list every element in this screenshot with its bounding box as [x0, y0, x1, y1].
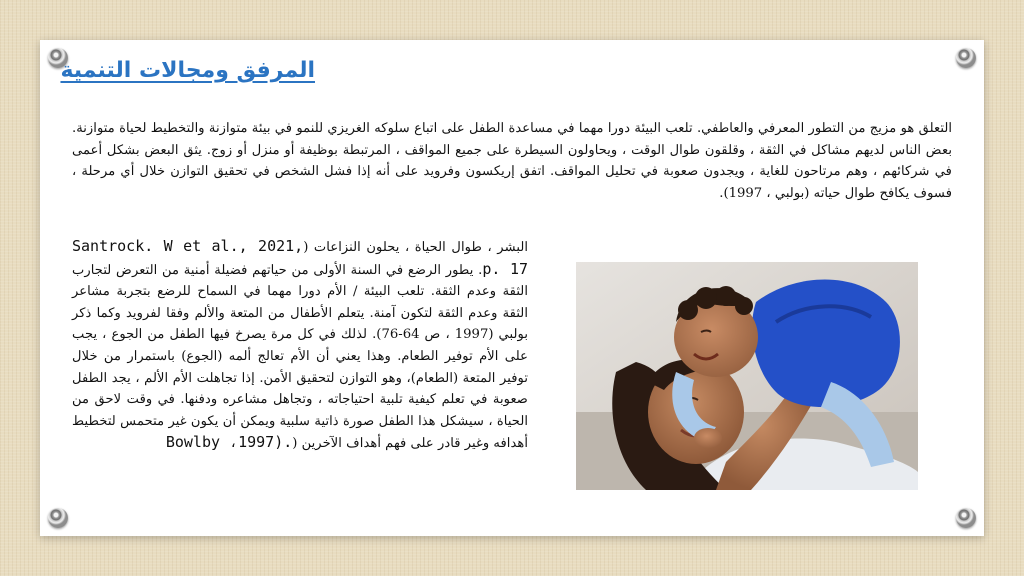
pushpin-icon	[956, 48, 976, 68]
intro-paragraph: التعلق هو مزيج من التطور المعرفي والعاطفي. تلعب البيئة دورا مهما في مساعدة الطفل على اتباع سلوكه الغريزي للنمو في بيئة متوازنة والتخطيط لحياة متوازنة. بعض الناس لديهم مشاكل في الثقة ، وقلقون طوال الوقت ، ويحاولون السيطرة على جميع المواقف ، المرتبطة بوظيفة أو منزل أو زوج. يثق البعض بشكل أعمى في شركائهم ، وهم مرتاحون للغاية ، ويجدون صعوبة في تحليل المواقف. اتفق إريكسون وفرويد على أنه إذا فشل الشخص في تحقيق التوازن خلال أي مرحلة ، فسوف يكافح طوال حياته (بولبي ، 1997).	[72, 121, 952, 201]
pushpin-icon	[48, 508, 68, 528]
mother-lifting-baby-photo-icon	[576, 262, 918, 490]
mother-baby-photo	[576, 262, 918, 490]
body-paragraph	[72, 236, 528, 455]
pushpin-icon	[956, 508, 976, 528]
bowlby-citation: Bowlby ،1997).	[165, 433, 293, 452]
slide-title: المرفق ومجالات التنمية	[60, 58, 315, 83]
body-main-text: . يطور الرضع في السنة الأولى من حياتهم فضيلة أمنية من التعرض لتجارب الثقة وعدم الثقة. تلعب البيئة / الأم دورا مهما في السماح للرضع بتجربة مشاعر الثقة وعدم الثقة لتكون آمنة. يتعلم الأطفال من المتعة والألم وفقا لفرويد وكما ذكر بولبي (1997 ، ص 64-76). لذلك في كل مرة يصرخ فيها الطفل من الجوع ، يجب على الأم توفير الطعام. وهذا يعني أن الأم تعالج ألمه (الجوع) باستمرار من خلال توفير المتعة (الطعام)، وهو التوازن لتحقيق الأمن. إذا تجاهلت الأم الألم ، يجد الطفل صعوبة في تعلم كيفية تلبية احتياجاته ، وتجاهل مشاعره ودفنها. في وقت لاحق من الحياة ، سيشكل هذا الطفل صورة ذاتية سلبية ويمكن أن يكون غير متحمس لتخطيط أهدافه وغير قادر على فهم أهداف الآخرين (	[72, 262, 528, 452]
santrock-citation: Santrock. W et al., 2021, p. 17	[72, 237, 529, 278]
body-lead-text: البشر ، طوال الحياة ، يحلون النزاعات (	[303, 240, 528, 255]
